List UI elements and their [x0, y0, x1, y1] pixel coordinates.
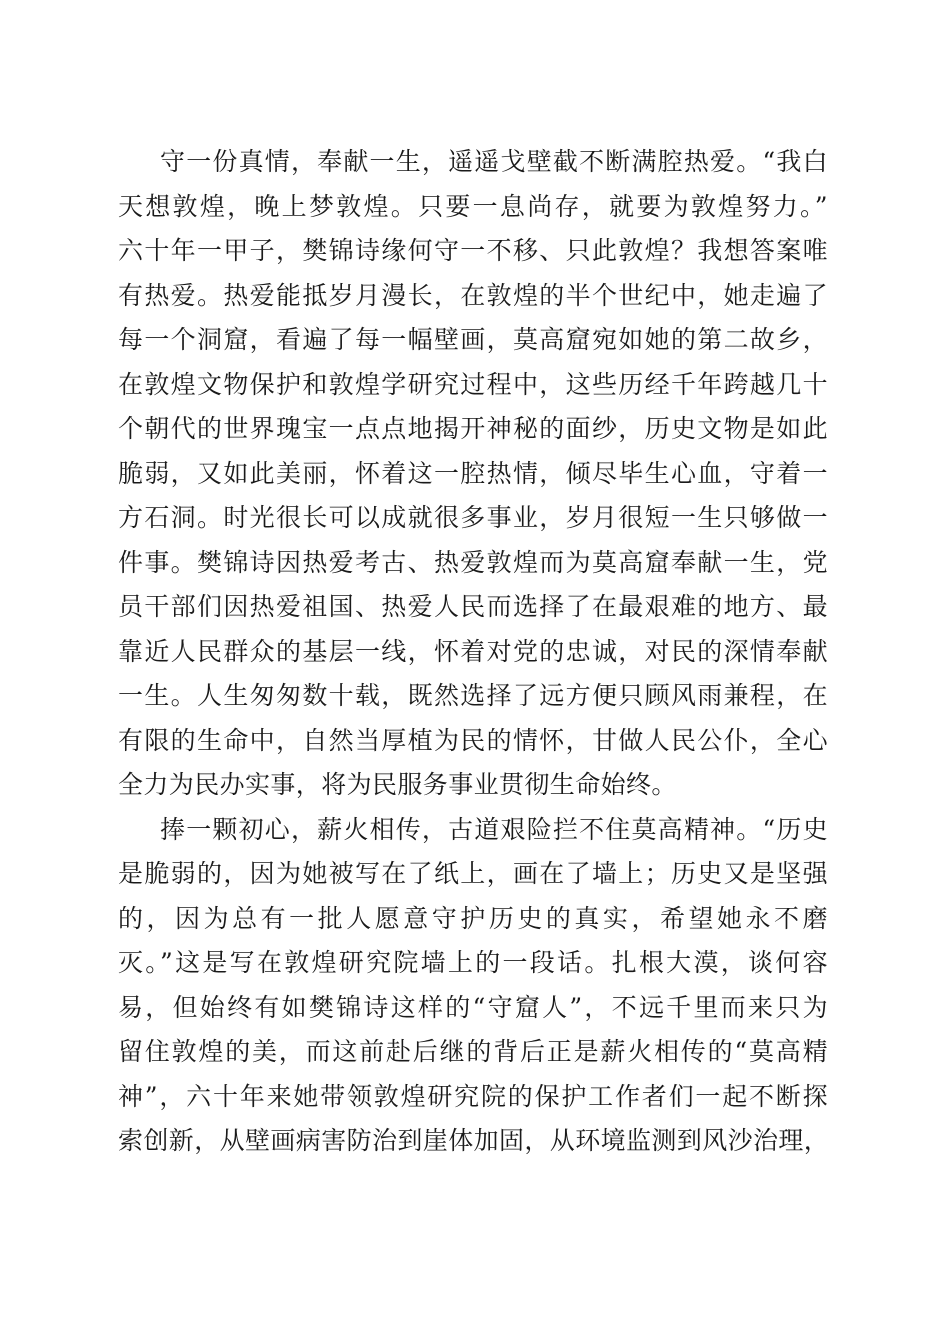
paragraph-line: 方石洞。时光很长可以成就很多事业，岁月很短一生只够做一: [118, 503, 828, 532]
paragraph-line: 天想敦煌，晚上梦敦煌。只要一息尚存，就要为敦煌努力。”: [118, 191, 828, 221]
paragraph-line: 捧一颗初心，薪火相传，古道艰险拦不住莫高精神。“历史: [160, 814, 828, 844]
paragraph-line: 脆弱，又如此美丽，怀着这一腔热情，倾尽毕生心血，守着一: [118, 458, 828, 488]
paragraph-line: 六十年一甲子，樊锦诗缘何守一不移、只此敦煌？我想答案唯: [118, 236, 828, 265]
paragraph-line: 全力为民办实事，将为民服务事业贯彻生命始终。: [118, 770, 677, 799]
paragraph-line: 有限的生命中，自然当厚植为民的情怀，甘做人民公仆，全心: [118, 725, 828, 755]
paragraph-line: 靠近人民群众的基层一线，怀着对党的忠诚，对民的深情奉献: [118, 636, 828, 666]
paragraph-line: 易，但始终有如樊锦诗这样的“守窟人”，不远千里而来只为: [118, 992, 828, 1022]
paragraph-line: 件事。樊锦诗因热爱考古、热爱敦煌而为莫高窟奉献一生，党: [118, 547, 828, 577]
paragraph-line: 每一个洞窟，看遍了每一幅壁画，莫高窟宛如她的第二故乡，: [118, 325, 828, 354]
paragraph-line: 有热爱。热爱能抵岁月漫长，在敦煌的半个世纪中，她走遍了: [118, 280, 828, 310]
paragraph-line: 的，因为总有一批人愿意守护历史的真实，希望她永不磨: [118, 903, 828, 933]
paragraph-line: 留住敦煌的美，而这前赴后继的背后正是薪火相传的“莫高精: [118, 1037, 828, 1066]
paragraph-line: 在敦煌文物保护和敦煌学研究过程中，这些历经千年跨越几十: [118, 369, 828, 399]
paragraph-line: 一生。人生匆匆数十载，既然选择了远方便只顾风雨兼程，在: [118, 681, 828, 710]
paragraph-line: 员干部们因热爱祖国、热爱人民而选择了在最艰难的地方、最: [118, 592, 828, 621]
paragraph-1: [118, 140, 828, 808]
paragraph-line: 神”，六十年来她带领敦煌研究院的保护工作者们一起不断探: [118, 1081, 828, 1111]
paragraph-line: 守一份真情，奉献一生，遥遥戈壁截不断满腔热爱。“我白: [160, 147, 828, 176]
document-body: [118, 140, 828, 1164]
paragraph-line: 索创新，从壁画病害防治到崖体加固，从环境监测到风沙治理，: [118, 1126, 830, 1155]
paragraph-line: 灭。”这是写在敦煌研究院墙上的一段话。扎根大漠，谈何容: [118, 948, 828, 977]
paragraph-2: [118, 808, 828, 1164]
paragraph-line: 是脆弱的，因为她被写在了纸上，画在了墙上；历史又是坚强: [118, 859, 828, 888]
paragraph-line: 个朝代的世界瑰宝一点点地揭开神秘的面纱，历史文物是如此: [118, 414, 828, 443]
